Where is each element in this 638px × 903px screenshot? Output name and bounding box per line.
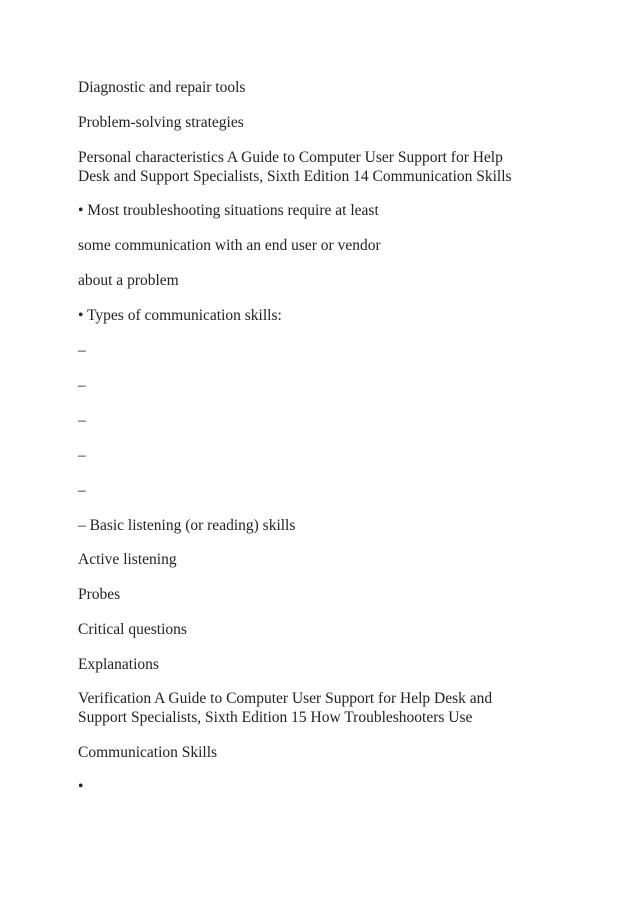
dash-item: – — [78, 412, 86, 429]
bullet-item: • Most troubleshooting situations require at least — [78, 202, 379, 219]
text-line: Critical questions — [78, 621, 187, 638]
dash-item: – — [78, 377, 86, 394]
text-line: Problem-solving strategies — [78, 114, 244, 131]
text-line: about a problem — [78, 272, 179, 289]
text-line: Communication Skills — [78, 744, 218, 761]
bullet-item: • — [78, 778, 84, 795]
bullet-item: • Types of communication skills: — [78, 307, 282, 324]
text-line: Explanations — [78, 656, 159, 673]
text-line: Personal characteristics A Guide to Computer User Support for Help — [78, 149, 503, 166]
text-line: Verification A Guide to Computer User Support for Help Desk and — [78, 690, 493, 707]
dash-item: – — [78, 447, 86, 464]
text-line: Desk and Support Specialists, Sixth Edition 14 Communication Skills — [78, 168, 512, 185]
text-paragraph — [78, 148, 578, 186]
dash-item: – — [78, 482, 86, 499]
text-paragraph — [78, 689, 578, 727]
text-line: Diagnostic and repair tools — [78, 79, 246, 96]
text-line: Active listening — [78, 551, 177, 568]
dash-item: – — [78, 342, 86, 359]
dash-item: – Basic listening (or reading) skills — [78, 517, 296, 534]
text-line: Probes — [78, 586, 121, 603]
text-line: some communication with an end user or vendor — [78, 237, 381, 254]
text-line: Support Specialists, Sixth Edition 15 How Troubleshooters Use — [78, 709, 473, 726]
